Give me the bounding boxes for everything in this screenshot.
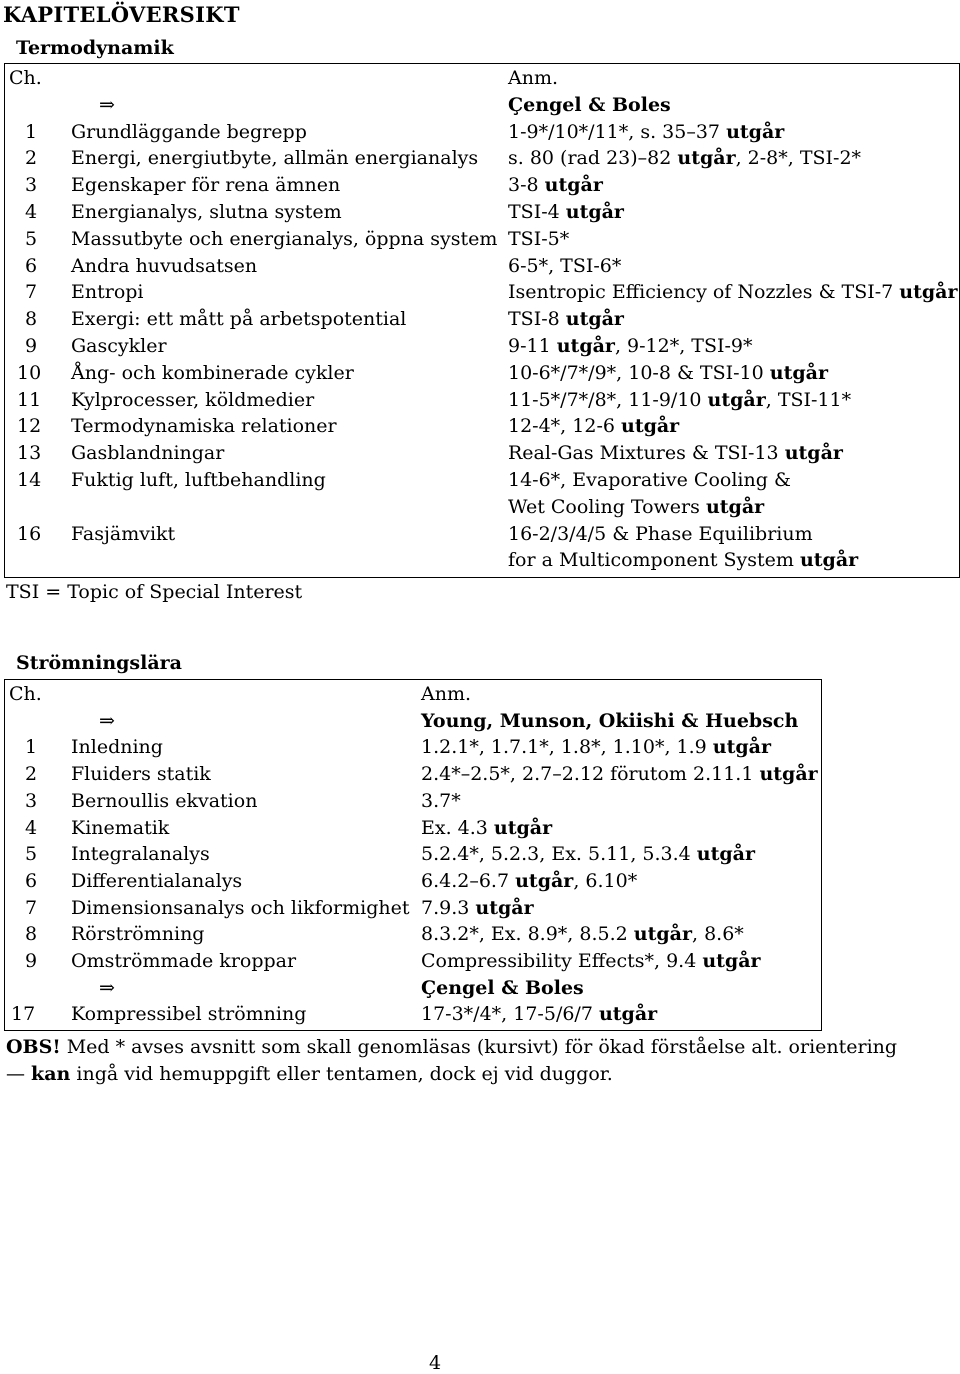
note-text: Isentropic Efficiency of Nozzles & TSI-7 [508,281,900,304]
chapter-number: 12 [17,415,42,438]
book-row [5,92,959,119]
chapter-name: Bernoullis ekvation [71,789,258,812]
chapter-number: Ch. [9,67,42,89]
chapter-note [421,1001,657,1028]
table-row [5,145,959,172]
chapter-number: 6 [25,869,38,892]
chapter-note [508,253,621,280]
note-bold-text: utgår [565,201,624,223]
chapter-number: 13 [17,442,42,465]
note-text: Ex. 4.3 [421,816,494,839]
note-text: 12-4*, 12-6 [508,415,621,438]
chapter-number: 10 [17,361,42,384]
chapter-note [508,467,791,494]
table-row [5,734,821,761]
note-text: 1-9*/10*/11*, s. 35–37 [508,120,727,143]
chapter-note [508,306,624,333]
chapter-number: 7 [25,281,38,304]
chapter-name: Egenskaper för rena ämnen [71,174,341,197]
note-text: , 9-12*, TSI-9* [614,335,753,357]
note-bold-text: utgår [696,843,755,866]
table-row [5,306,959,333]
table-row [5,253,959,280]
chapter-name: Gascykler [71,335,167,357]
chapter-number: 11 [17,388,42,411]
note-text: 17-3*/4*, 17-5/6/7 [421,1003,599,1026]
section-title-termodynamik: Termodynamik [16,37,174,59]
chapter-number: 4 [25,201,38,223]
chapter-note [421,921,744,948]
chapter-note: Anm. [421,683,472,705]
chapter-name: Integralanalys [71,843,210,866]
section-title-stromningslara: Strömningslära [16,652,182,674]
note-bold-text: utgår [556,335,615,357]
note-bold-text: utgår [475,896,534,919]
note-bold-text: utgår [769,361,828,384]
chapter-note: Çengel & Boles [508,93,671,116]
chapter-name: Energi, energiutbyte, allmän energianalys [71,147,479,170]
note-text: Real-Gas Mixtures & TSI-13 [508,442,785,465]
note-text: TSI-8 [508,308,566,331]
note-text: 9-11 [508,335,557,357]
chapter-number: 16 [17,522,42,545]
chapter-number: 8 [25,923,38,946]
table-row [5,815,821,842]
chapter-name: Andra huvudsatsen [71,254,258,277]
note-text: 14-6*, Evaporative Cooling & [508,469,791,491]
chapter-name: ⇒ [99,976,115,999]
chapter-note [508,413,679,440]
chapter-name: Kylprocesser, köldmedier [71,388,315,411]
table-row [5,841,821,868]
note-text: TSI-5* [508,227,570,250]
table-row [5,1001,821,1028]
note-text: 1.2.1*, 1.7.1*, 1.8*, 1.10*, 1.9 [421,736,713,759]
note-text: , TSI-11* [765,388,852,411]
chapter-number: 3 [25,174,38,197]
note-text: 6-5*, TSI-6* [508,254,622,277]
note-text: 7.9.3 [421,896,476,919]
chapter-number: Ch. [9,683,42,705]
table-row [5,868,821,895]
chapter-number: 4 [25,816,38,839]
chapter-note [421,948,761,975]
chapter-note [508,279,957,306]
note-text: TSI-4 [508,201,566,223]
table-row [5,948,821,975]
chapter-name: Massutbyte och energianalys, öppna system [71,227,498,250]
obs-note-line2 [6,1061,613,1088]
chapter-note [421,761,818,788]
chapter-note [508,521,813,548]
note-text: 3.7* [421,789,461,812]
chapter-name: Inledning [71,736,163,759]
note-bold-text: utgår [726,120,785,143]
chapter-note [508,119,784,146]
table-row [5,521,959,548]
table-row [5,440,959,467]
table-row [5,921,821,948]
chapter-number: 3 [25,789,38,812]
book-row [5,975,821,1002]
page-number: 4 [429,1352,442,1374]
chapter-name: Fluiders statik [71,763,211,786]
chapter-note [508,494,764,521]
chapter-note [421,841,755,868]
note-text: 6.4.2–6.7 [421,869,516,892]
chapter-name: Exergi: ett mått på arbetspotential [71,308,407,331]
table-row [5,199,959,226]
chapter-number: 8 [25,308,38,331]
chapter-note [508,547,858,574]
chapter-note: Çengel & Boles [421,976,584,999]
chapter-note [508,387,851,414]
note-bold-text: utgår [702,950,761,972]
table-row [5,788,821,815]
note-text: , 6.10* [573,869,638,892]
chapter-number: 1 [25,736,38,759]
note-text: for a Multicomponent System [508,549,800,572]
table-header [5,65,959,92]
termodynamik-table [4,63,960,578]
note-bold-text: utgår [544,174,603,197]
chapter-note: Anm. [508,67,559,89]
note-bold-text: utgår [899,281,958,304]
note-text: s. 80 (rad 23)–82 [508,147,678,170]
chapter-name: Grundläggande begrepp [71,120,307,143]
note-bold-text: utgår [799,549,859,572]
chapter-note [508,199,624,226]
chapter-note [421,895,534,922]
note-text: 3-8 [508,174,545,197]
note-bold-text: utgår [784,442,843,465]
note-bold-text: utgår [677,147,736,170]
note-text: 11-5*/7*/8*, 11-9/10 [508,388,708,411]
chapter-name: ⇒ [99,709,115,732]
note-text: 2.4*–2.5*, 2.7–2.12 förutom 2.11.1 [421,763,760,786]
chapter-number: 9 [25,335,38,357]
chapter-name: Kompressibel strömning [71,1003,307,1026]
table-row [5,387,959,414]
stromningslara-table [4,679,822,1031]
note-bold-text: utgår [633,923,692,946]
table-row [5,360,959,387]
table-row [5,279,959,306]
tsi-footnote: TSI = Topic of Special Interest [6,581,303,603]
table-row [5,494,959,521]
chapter-name: Omströmmade kroppar [71,950,297,972]
table-row [5,895,821,922]
chapter-name: Differentialanalys [71,869,243,892]
note-bold-text: utgår [493,816,553,839]
note-text: Compressibility Effects*, 9.4 [421,950,703,972]
chapter-name: Dimensionsanalys och likformighet [71,896,410,919]
chapter-name: Fasjämvikt [71,522,176,545]
table-row [5,547,959,574]
chapter-number: 2 [25,147,38,170]
chapter-number: 7 [25,896,38,919]
note-bold-text: utgår [759,763,818,786]
note-bold-text: utgår [621,415,680,438]
note-text: 10-6*/7*/9*, 10-8 & TSI-10 [508,361,770,384]
chapter-note [508,145,861,172]
note-text: , 8.6* [691,923,744,946]
chapter-note [421,868,637,895]
chapter-number: 17 [11,1003,36,1026]
chapter-name: Energianalys, slutna system [71,201,342,223]
chapter-note [421,815,552,842]
table-row [5,226,959,253]
note-text: 16-2/3/4/5 & Phase Equilibrium [508,522,813,545]
chapter-note: Young, Munson, Okiishi & Huebsch [421,709,799,732]
page-title: KAPITELÖVERSIKT [3,2,240,27]
obs-line1: Med * avses avsnitt som skall genomläsas (kursivt) för ökad förståelse alt. orientering [60,1036,898,1058]
chapter-note [508,172,603,199]
chapter-number: 2 [25,763,38,786]
chapter-name: Termodynamiska relationer [71,415,337,438]
note-bold-text: utgår [598,1003,658,1026]
chapter-name: Gasblandningar [71,442,225,465]
chapter-note [508,226,569,253]
chapter-note [421,788,461,815]
note-text: Wet Cooling Towers [508,495,706,518]
chapter-number: 14 [17,469,42,491]
note-bold-text: utgår [565,308,624,331]
chapter-note [421,734,771,761]
note-bold-text: utgår [712,736,771,759]
chapter-number: 1 [25,120,38,143]
chapter-number: 5 [25,227,38,250]
chapter-number: 6 [25,254,38,277]
note-text: 5.2.4*, 5.2.3, Ex. 5.11, 5.3.4 [421,843,697,866]
chapter-name: Kinematik [71,816,170,839]
chapter-name: Fuktig luft, luftbehandling [71,469,326,491]
table-row [5,333,959,360]
note-text: 8.3.2*, Ex. 8.9*, 8.5.2 [421,923,634,946]
chapter-name: Ång- och kombinerade cykler [71,361,354,384]
obs-line2: ingå vid hemuppgift eller tentamen, dock ej vid duggor. [70,1063,613,1085]
chapter-name: ⇒ [99,93,115,116]
table-row [5,467,959,494]
book-row [5,708,821,735]
chapter-number: 9 [25,950,38,972]
note-text: , 2-8*, TSI-2* [735,147,862,170]
chapter-note [508,333,752,360]
chapter-name: Entropi [71,281,144,304]
obs-dash: — [6,1063,32,1085]
table-row [5,413,959,440]
chapter-number: 5 [25,843,38,866]
table-row [5,119,959,146]
obs-label: OBS! [6,1036,61,1058]
note-bold-text: utgår [707,388,766,411]
note-bold-text: utgår [515,869,574,892]
obs-note [6,1034,897,1061]
table-header [5,681,821,708]
table-row [5,761,821,788]
obs-bold-kan: kan [31,1063,71,1085]
table-row [5,172,959,199]
note-bold-text: utgår [705,495,765,518]
chapter-name: Rörströmning [71,923,205,946]
chapter-note [508,440,843,467]
chapter-note [508,360,828,387]
